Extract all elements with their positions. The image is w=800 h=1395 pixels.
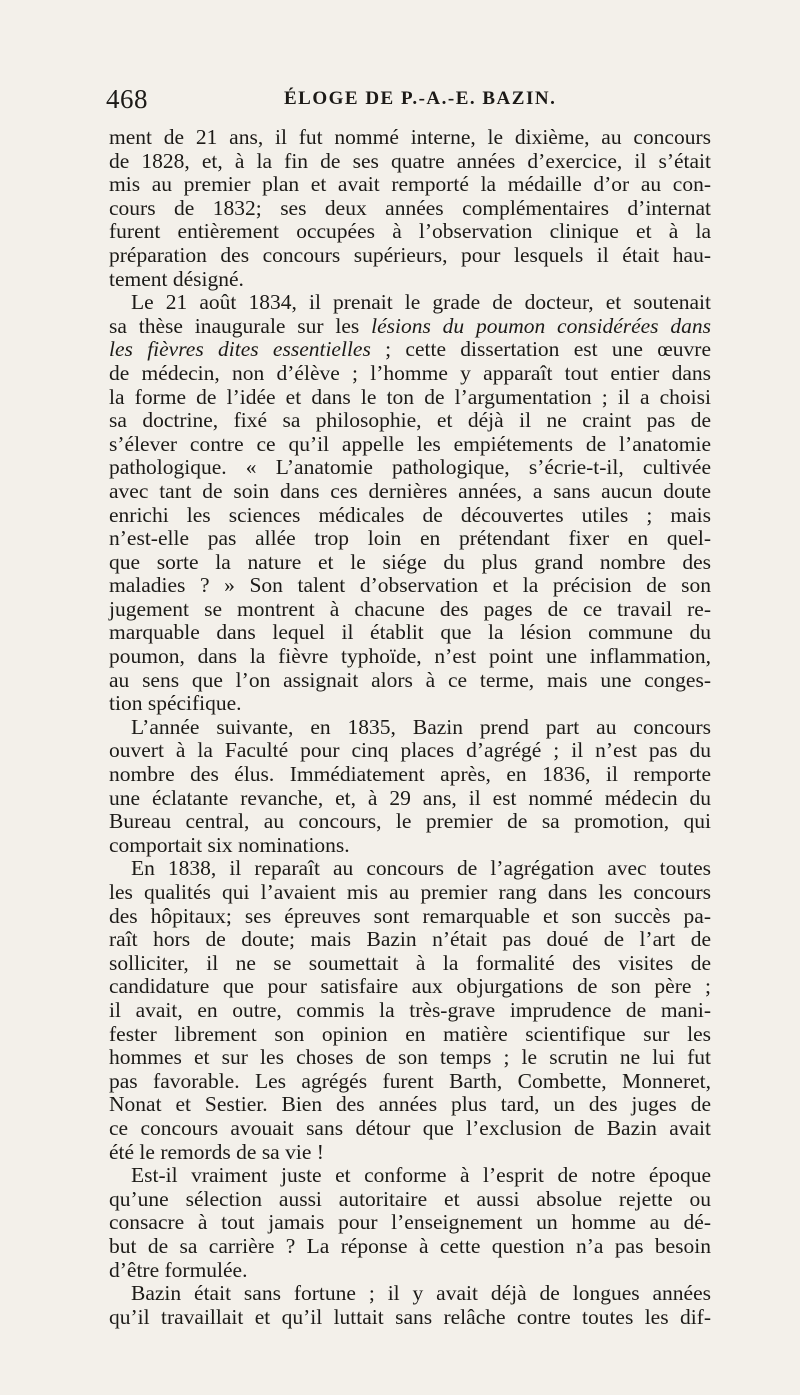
text-line: n’est-elle pas allée trop loin en prétendant fixer en quel-	[109, 526, 711, 551]
text-line: candidature que pour satisfaire aux objurgations de son père ;	[109, 974, 711, 999]
text-line: d’être formulée.	[109, 1257, 248, 1282]
thesis-title: lésions du poumon considérées dans	[371, 313, 711, 338]
text-line: Nonat et Sestier. Bien des années plus tard, un des juges de	[109, 1092, 711, 1117]
text-line: les qualités qui l’avaient mis au premier rang dans les concours	[109, 880, 711, 904]
text-line: au sens que l’on assignait alors à ce terme, mais une conges-	[109, 667, 711, 692]
page-number: 468	[106, 84, 148, 114]
text-line: une éclatante revanche, et, à 29 ans, il est nommé médecin du	[109, 785, 711, 810]
running-title: ÉLOGE DE P.-A.-E. BAZIN.	[284, 88, 557, 109]
paragraph	[109, 716, 711, 858]
text-line: jugement se montrent à chacune des pages de ce travail re-	[109, 596, 711, 621]
text-line: consacre à tout jamais pour l’enseignement un homme au dé-	[109, 1210, 711, 1235]
text-line: cours de 1832; ses deux années complémentaires d’internat	[109, 195, 711, 220]
text-line: comportait six nominations.	[109, 832, 350, 857]
text-line: des hôpitaux; ses épreuves sont remarquable et son succès pa-	[109, 903, 711, 928]
text-line: Est-il vraiment juste et conforme à l’esprit de notre époque	[131, 1163, 711, 1188]
text-line: ce concours avouait sans détour que l’exclusion de Bazin avait	[109, 1115, 711, 1140]
thesis-title: les fièvres dites essentielles	[109, 337, 371, 362]
text-line: de 1828, et, à la fin de ses quatre années d’exercice, il s’était	[109, 148, 711, 173]
text-line: sa thèse inaugurale sur les lésions du poumon considérées dans	[109, 313, 711, 338]
text-line: maladies ? » Son talent d’observation et la précision de son	[109, 573, 711, 598]
text-line: mis au premier plan et avait remporté la médaille d’or au con-	[109, 172, 711, 197]
text-line: pathologique. « L’anatomie pathologique, s’écrie-t-il, cultivée	[109, 455, 711, 480]
text-line: été le remords de sa vie !	[109, 1139, 324, 1164]
text-line: enrichi les sciences médicales de découvertes utiles ; mais	[109, 502, 711, 527]
text-line: fester librement son opinion en matière scientifique sur les	[109, 1021, 711, 1046]
paragraph	[109, 291, 711, 716]
text-line: marquable dans lequel il établit que la lésion commune du	[109, 620, 711, 645]
text-line: poumon, dans la fièvre typhoïde, n’est point une inflammation,	[109, 644, 711, 669]
text-line: de médecin, non d’élève ; l’homme y apparaît tout entier dans	[109, 360, 711, 385]
text-line: la forme de l’idée et dans le ton de l’argumentation ; il a choisi	[109, 384, 711, 409]
text-line: but de sa carrière ? La réponse à cette question n’a pas besoin	[109, 1233, 711, 1258]
text-line: solliciter, il ne se soumettait à la formalité des visites de	[109, 950, 711, 975]
text-line: qu’une sélection aussi autoritaire et aussi absolue rejette ou	[109, 1186, 711, 1211]
text-line: sa doctrine, fixé sa philosophie, et déjà il ne craint pas de	[109, 408, 711, 433]
text-line: ment de 21 ans, il fut nommé interne, le dixième, au concours	[109, 125, 711, 149]
text-line: pas favorable. Les agrégés furent Barth, Combette, Monneret,	[109, 1068, 711, 1093]
text-line: tement désigné.	[109, 266, 244, 291]
paragraph	[109, 1164, 711, 1282]
text-line: Bureau central, au concours, le premier de sa promotion, qui	[109, 809, 711, 834]
text-line: qu’il travaillait et qu’il luttait sans relâche contre toutes les dif-	[109, 1304, 711, 1329]
text-line: avec tant de soin dans ces dernières années, a sans aucun doute	[109, 478, 711, 503]
text-line: ouvert à la Faculté pour cinq places d’agrégé ; il n’est pas du	[109, 738, 711, 763]
paragraph	[109, 126, 711, 291]
text-line: L’année suivante, en 1835, Bazin prend part au concours	[131, 714, 711, 739]
text-line: Bazin était sans fortune ; il y avait déjà de longues années	[131, 1281, 711, 1306]
text-line: s’élever contre ce qu’il appelle les empiétements de l’anatomie	[109, 431, 711, 456]
text-line: hommes et sur les choses de son temps ; le scrutin ne lui fut	[109, 1045, 711, 1070]
running-head	[106, 84, 710, 118]
text-line: il avait, en outre, commis la très-grave imprudence de mani-	[109, 997, 711, 1022]
text-line: nombre des élus. Immédiatement après, en 1836, il remporte	[109, 762, 711, 787]
text-line: raît hors de doute; mais Bazin n’était pas doué de l’art de	[109, 927, 711, 952]
text-line: En 1838, il reparaît au concours de l’agrégation avec toutes	[131, 856, 711, 881]
text-line: tion spécifique.	[109, 691, 242, 716]
text-line: préparation des concours supérieurs, pour lesquels il était hau-	[109, 242, 711, 267]
body-text	[109, 126, 711, 1329]
text-line: furent entièrement occupées à l’observation clinique et à la	[109, 219, 711, 244]
paragraph	[109, 1282, 711, 1329]
paragraph	[109, 857, 711, 1164]
text-line: Le 21 août 1834, il prenait le grade de docteur, et soutenait	[131, 290, 711, 315]
text-line: que sorte la nature et le siége du plus grand nombre des	[109, 549, 711, 574]
text-line: les fièvres dites essentielles ; cette dissertation est une œuvre	[109, 337, 712, 362]
